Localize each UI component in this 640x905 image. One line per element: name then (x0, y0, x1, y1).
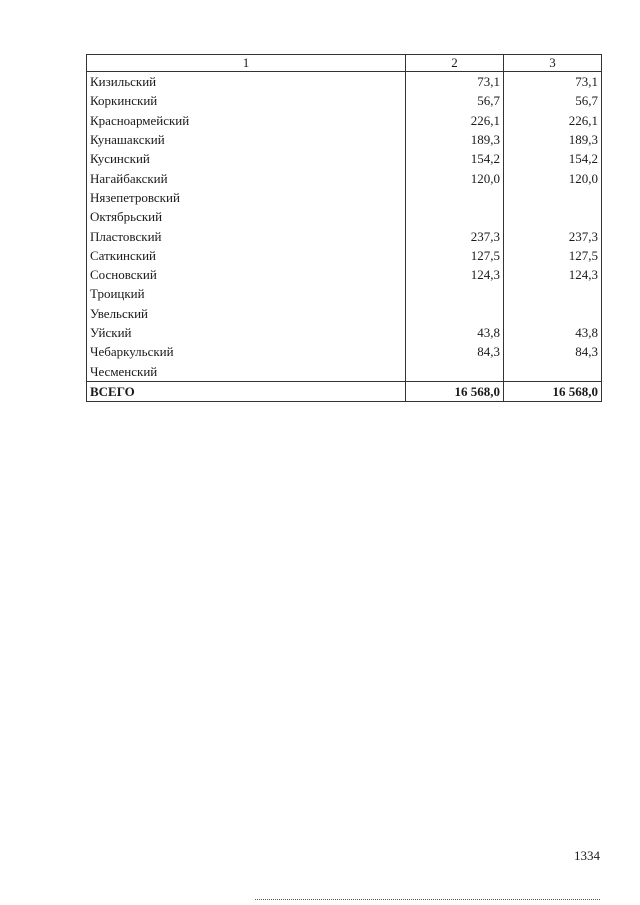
value-cell-col3: 237,3 (504, 226, 602, 245)
column-header-2: 2 (406, 55, 504, 72)
value-cell-col2: 120,0 (406, 168, 504, 187)
value-cell-col3 (504, 284, 602, 303)
table-row (87, 323, 602, 342)
page-number: 1334 (574, 848, 600, 863)
value-cell-col2: 154,2 (406, 149, 504, 168)
district-name-cell: Пластовский (87, 226, 406, 245)
value-cell-col2: 43,8 (406, 323, 504, 342)
table-row (87, 361, 602, 381)
table-row (87, 304, 602, 323)
table-row (87, 207, 602, 226)
value-cell-col2 (406, 207, 504, 226)
district-name-cell: Кизильский (87, 72, 406, 92)
district-name-cell: Троицкий (87, 284, 406, 303)
district-name-cell: Коркинский (87, 91, 406, 110)
value-cell-col3 (504, 304, 602, 323)
table-row (87, 111, 602, 130)
district-name-cell: Кусинский (87, 149, 406, 168)
table-row (87, 265, 602, 284)
value-cell-col2: 226,1 (406, 111, 504, 130)
district-name-cell: Чесменский (87, 361, 406, 381)
value-cell-col2: 124,3 (406, 265, 504, 284)
value-cell-col3: 43,8 (504, 323, 602, 342)
value-cell-col3: 127,5 (504, 246, 602, 265)
value-cell-col2: 127,5 (406, 246, 504, 265)
value-cell-col3: 56,7 (504, 91, 602, 110)
value-cell-col2: 84,3 (406, 342, 504, 361)
table-row (87, 130, 602, 149)
value-cell-col2 (406, 304, 504, 323)
value-cell-col3 (504, 361, 602, 381)
footer-rule (255, 899, 600, 900)
table-row (87, 246, 602, 265)
value-cell-col2 (406, 188, 504, 207)
value-cell-col3: 120,0 (504, 168, 602, 187)
district-name-cell: Саткинский (87, 246, 406, 265)
table-row (87, 149, 602, 168)
value-cell-col3: 124,3 (504, 265, 602, 284)
value-cell-col3: 84,3 (504, 342, 602, 361)
district-name-cell: Красноармейский (87, 111, 406, 130)
district-name-cell: Увельский (87, 304, 406, 323)
value-cell-col3 (504, 207, 602, 226)
district-name-cell: Кунашакский (87, 130, 406, 149)
budget-table (86, 54, 602, 402)
total-value-col2: 16 568,0 (406, 381, 504, 401)
table-header-row (87, 55, 602, 72)
value-cell-col3 (504, 188, 602, 207)
district-name-cell: Нагайбакский (87, 168, 406, 187)
table-row (87, 72, 602, 92)
value-cell-col3: 154,2 (504, 149, 602, 168)
table-row (87, 188, 602, 207)
value-cell-col2: 73,1 (406, 72, 504, 92)
total-label-cell: ВСЕГО (87, 381, 406, 401)
value-cell-col2: 237,3 (406, 226, 504, 245)
district-name-cell: Уйский (87, 323, 406, 342)
column-header-3: 3 (504, 55, 602, 72)
value-cell-col3: 189,3 (504, 130, 602, 149)
value-cell-col2: 56,7 (406, 91, 504, 110)
value-cell-col2 (406, 284, 504, 303)
district-name-cell: Сосновский (87, 265, 406, 284)
table-row (87, 91, 602, 110)
table-row (87, 284, 602, 303)
value-cell-col3: 226,1 (504, 111, 602, 130)
district-name-cell: Октябрьский (87, 207, 406, 226)
table-body (87, 72, 602, 402)
table-row (87, 168, 602, 187)
total-value-col3: 16 568,0 (504, 381, 602, 401)
value-cell-col2: 189,3 (406, 130, 504, 149)
table-row (87, 226, 602, 245)
district-name-cell: Нязепетровский (87, 188, 406, 207)
district-name-cell: Чебаркульский (87, 342, 406, 361)
column-header-1: 1 (87, 55, 406, 72)
table-row (87, 342, 602, 361)
table-total-row (87, 381, 602, 401)
value-cell-col2 (406, 361, 504, 381)
value-cell-col3: 73,1 (504, 72, 602, 92)
